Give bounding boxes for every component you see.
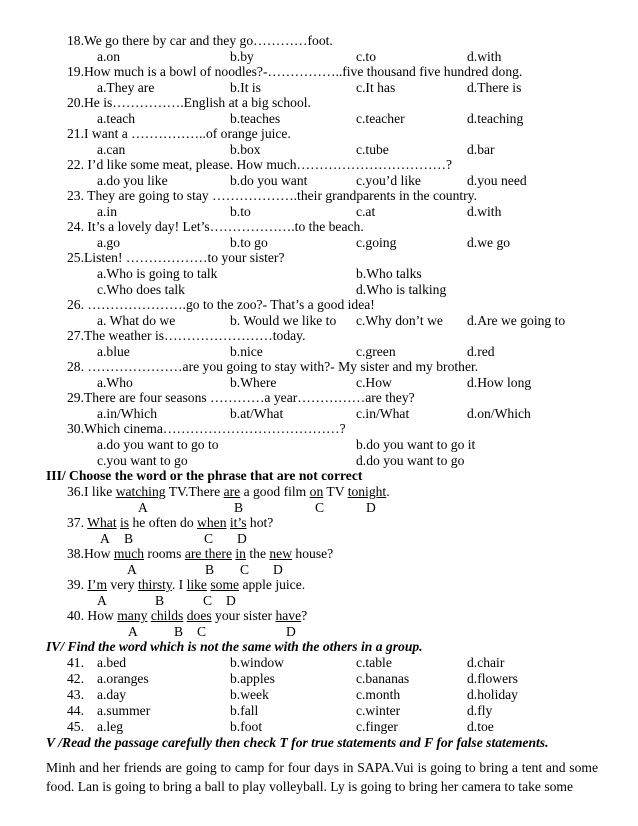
option-c: c.table bbox=[356, 655, 392, 670]
option-a: a.blue bbox=[97, 344, 130, 359]
mark-a: A bbox=[138, 500, 148, 515]
option-d: d.with bbox=[467, 204, 502, 219]
question-stem: 20.He is…………….English at a big school. bbox=[67, 95, 311, 110]
mark-b: B bbox=[155, 593, 165, 608]
option-b: b.Who talks bbox=[356, 266, 422, 281]
mark-c: C bbox=[204, 531, 214, 546]
option-b: b.box bbox=[230, 142, 261, 157]
question-stem: 27.The weather is……………………today. bbox=[67, 328, 306, 343]
question-stem: 26. ………………….go to the zoo?- That’s a good idea! bbox=[67, 297, 375, 312]
question-stem: 30.Which cinema…………………………………? bbox=[67, 421, 346, 436]
option-b: b.do you want bbox=[230, 173, 308, 188]
option-d: d.do you want to go bbox=[356, 453, 465, 468]
question-stem: 19.How much is a bowl of noodles?-……………..five thousand five hundred dong. bbox=[67, 64, 523, 79]
option-a: a.day bbox=[97, 687, 127, 702]
option-d: d.fly bbox=[467, 703, 493, 718]
mark-a: A bbox=[97, 593, 107, 608]
group-number: 44. bbox=[67, 703, 84, 718]
mark-d: D bbox=[286, 624, 296, 639]
question-sentence: 39. I’m very thirsty. I like some apple juice. bbox=[67, 577, 306, 592]
option-c: c.It has bbox=[356, 80, 396, 95]
mark-d: D bbox=[273, 562, 283, 577]
question-stem: 18.We go there by car and they go…………foot. bbox=[67, 33, 333, 48]
option-d: d.holiday bbox=[467, 687, 518, 702]
option-c: c.in/What bbox=[356, 406, 410, 421]
question-sentence: 40. How many childs does your sister have? bbox=[67, 608, 308, 623]
option-b: b.window bbox=[230, 655, 284, 670]
option-c: c.Who does talk bbox=[97, 282, 185, 297]
mark-d: D bbox=[366, 500, 376, 515]
mark-c: C bbox=[197, 624, 207, 639]
option-c: c.tube bbox=[356, 142, 389, 157]
option-a: a.in bbox=[97, 204, 118, 219]
option-b: b.at/What bbox=[230, 406, 284, 421]
option-d: d.bar bbox=[467, 142, 495, 157]
group-number: 45. bbox=[67, 719, 84, 734]
question-stem: 22. I’d like some meat, please. How much……………………………? bbox=[67, 157, 453, 172]
option-c: c.bananas bbox=[356, 671, 410, 686]
option-d: d.chair bbox=[467, 655, 505, 670]
group-number: 43. bbox=[67, 687, 84, 702]
section-heading-4: IV/ Find the word which is not the same with the others in a group. bbox=[46, 639, 423, 654]
option-c: c.month bbox=[356, 687, 401, 702]
option-a: a.on bbox=[97, 49, 121, 64]
option-a: a.summer bbox=[97, 703, 151, 718]
group-number: 42. bbox=[67, 671, 84, 686]
option-c: c.winter bbox=[356, 703, 401, 718]
option-c: c.to bbox=[356, 49, 377, 64]
option-b: b.Where bbox=[230, 375, 277, 390]
option-b: b.to go bbox=[230, 235, 268, 250]
mark-a: A bbox=[100, 531, 110, 546]
question-stem: 29.There are four seasons …………a year……………are they? bbox=[67, 390, 415, 405]
mark-b: B bbox=[174, 624, 184, 639]
option-d: d.Who is talking bbox=[356, 282, 447, 297]
mark-b: B bbox=[205, 562, 215, 577]
option-c: c.you want to go bbox=[97, 453, 188, 468]
option-b: b.nice bbox=[230, 344, 263, 359]
option-a: a.go bbox=[97, 235, 121, 250]
option-c: c.finger bbox=[356, 719, 398, 734]
question-stem: 24. It’s a lovely day! Let’s……………….to the beach. bbox=[67, 219, 364, 234]
option-b: b.apples bbox=[230, 671, 275, 686]
question-stem: 28. …………………are you going to stay with?- My sister and my brother. bbox=[67, 359, 479, 374]
option-a: a.They are bbox=[97, 80, 155, 95]
mark-c: C bbox=[315, 500, 325, 515]
option-a: a.bed bbox=[97, 655, 127, 670]
option-a: a. What do we bbox=[97, 313, 176, 328]
option-b: b.do you want to go it bbox=[356, 437, 476, 452]
section-heading-3: III/ Choose the word or the phrase that are not correct bbox=[46, 468, 363, 483]
option-c: c.Why don’t we bbox=[356, 313, 443, 328]
option-d: d.There is bbox=[467, 80, 522, 95]
option-b: b.foot bbox=[230, 719, 263, 734]
mark-a: A bbox=[127, 562, 137, 577]
option-c: c.you’d like bbox=[356, 173, 421, 188]
mark-d: D bbox=[237, 531, 247, 546]
section-heading-5: V /Read the passage carefully then check T for true statements and F for false statements. bbox=[46, 735, 549, 750]
option-a: a.Who is going to talk bbox=[97, 266, 218, 281]
reading-passage: Minh and her friends are going to camp for four days in SAPA.Vui is going to bring a tent and some food. Lan is going to bring a ball to play volleyball. Ly is going to bring her camera to take some bbox=[46, 760, 598, 794]
option-a: a.can bbox=[97, 142, 126, 157]
question-sentence: 38.How much rooms are there in the new house? bbox=[67, 546, 334, 561]
option-d: d.red bbox=[467, 344, 495, 359]
option-c: c.going bbox=[356, 235, 397, 250]
option-a: a.leg bbox=[97, 719, 124, 734]
option-d: d.you need bbox=[467, 173, 527, 188]
option-a: a.do you want to go to bbox=[97, 437, 219, 452]
option-b: b. Would we like to bbox=[230, 313, 337, 328]
option-c: c.teacher bbox=[356, 111, 405, 126]
option-b: b.to bbox=[230, 204, 251, 219]
option-d: d.teaching bbox=[467, 111, 524, 126]
question-stem: 21.I want a ……………..of orange juice. bbox=[67, 126, 291, 141]
option-d: d.flowers bbox=[467, 671, 518, 686]
option-a: a.do you like bbox=[97, 173, 168, 188]
mark-b: B bbox=[234, 500, 244, 515]
option-a: a.teach bbox=[97, 111, 136, 126]
option-c: c.How bbox=[356, 375, 392, 390]
option-c: c.at bbox=[356, 204, 376, 219]
option-d: d.with bbox=[467, 49, 502, 64]
option-d: d.we go bbox=[467, 235, 511, 250]
mark-b: B bbox=[124, 531, 134, 546]
option-b: b.fall bbox=[230, 703, 259, 718]
option-c: c.green bbox=[356, 344, 396, 359]
mark-a: A bbox=[128, 624, 138, 639]
option-a: a.in/Which bbox=[97, 406, 158, 421]
option-b: b.by bbox=[230, 49, 254, 64]
option-a: a.Who bbox=[97, 375, 133, 390]
option-d: d.Are we going to bbox=[467, 313, 566, 328]
question-sentence: 37. What is he often do when it’s hot? bbox=[67, 515, 274, 530]
mark-c: C bbox=[240, 562, 250, 577]
option-b: b.teaches bbox=[230, 111, 281, 126]
question-sentence: 36.I like watching TV.There are a good film on TV tonight. bbox=[67, 484, 390, 499]
option-d: d.on/Which bbox=[467, 406, 531, 421]
group-number: 41. bbox=[67, 655, 84, 670]
option-b: b.It is bbox=[230, 80, 261, 95]
option-d: d.toe bbox=[467, 719, 494, 734]
option-b: b.week bbox=[230, 687, 269, 702]
mark-d: D bbox=[226, 593, 236, 608]
option-a: a.oranges bbox=[97, 671, 149, 686]
option-d: d.How long bbox=[467, 375, 532, 390]
mark-c: C bbox=[203, 593, 213, 608]
question-stem: 25.Listen! ………………to your sister? bbox=[67, 250, 285, 265]
question-stem: 23. They are going to stay ……………….their grandparents in the country. bbox=[67, 188, 477, 203]
